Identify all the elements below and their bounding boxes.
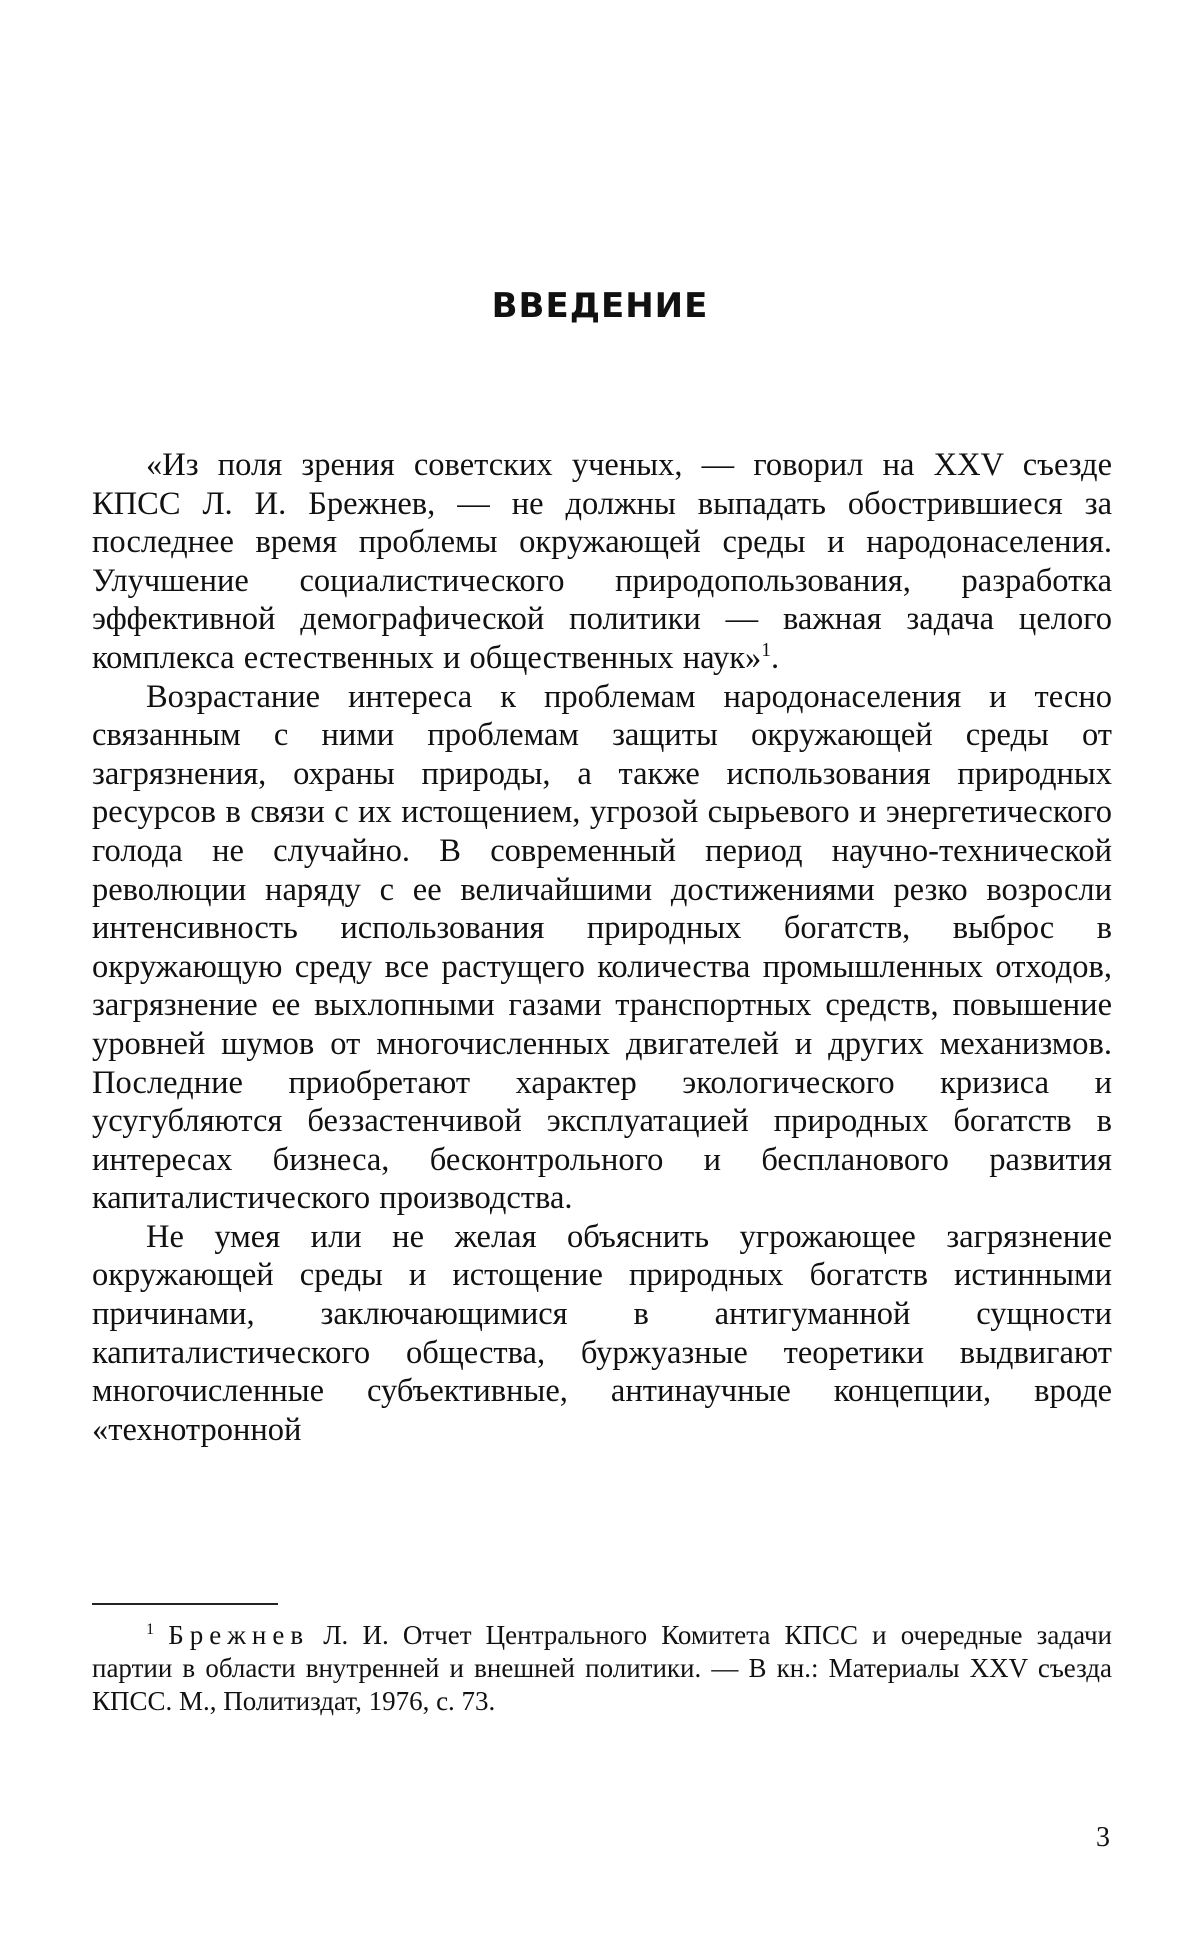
chapter-title: ВВЕДЕНИЕ bbox=[491, 286, 709, 326]
main-text bbox=[92, 446, 1112, 1449]
paragraph-1-text: «Из поля зрения советских ученых, — говорил на XXV съезде КПСС Л. И. Брежнев, — не должны выпадать обострившиеся за последнее время проблемы окружающей среды и народонаселения. Улучшение социалистического природопользования, разработка эффективной демографической политики — важная задача целого комплекса естественных и общественных наук» bbox=[92, 447, 1112, 676]
footnote-text-block bbox=[92, 1619, 1112, 1718]
footnote-text: Л. И. Отчет Центрального Комитета КПСС и очередные задачи партии в области внутренней и внешней политики. — В кн.: Материалы XXV съезда КПСС. М., Политиздат, 1976, с. 73. bbox=[92, 1620, 1113, 1716]
paragraph-3: Не умея или не желая объяснить угрожающее загрязнение окружающей среды и истощение природных богатств истинными причинами, заключающимися в антигуманной сущности капиталистического общества, буржуазные теоретики выдвигают многочисленные субъективные, антинаучные концепции, вроде «технотронной bbox=[92, 1218, 1112, 1448]
paragraph-quote: «Из поля зрения советских ученых, — говорил на XXV съезде КПСС Л. И. Брежнев, — не должны выпадать обострившиеся за последнее время проблемы окружающей среды и народонаселения. Улучшение социалистического природопользования, разработка эффективной демографической политики — важная задача целого комплекса естественных и общественных наук»$^1$. bbox=[92, 447, 1112, 676]
footnote-divider bbox=[92, 1603, 278, 1605]
footnote-reference[interactable]: 1 bbox=[761, 640, 772, 662]
footnote-marker: 1 bbox=[146, 1620, 155, 1638]
footnote bbox=[92, 1619, 1112, 1718]
page-number: 3 bbox=[1096, 1822, 1110, 1853]
paragraph-2: Возрастание интереса к проблемам народонаселения и тесно связанным с ними проблемам защиты окружающей среды от загрязнения, охраны природы, а также использования природных ресурсов в связи с их истощением, угрозой сырьевого и энергетического голода не случайно. В современный период научно-технической революции наряду с ее величайшими достижениями резко возросли интенсивность использования природных богатств, выброс в окружающую среду все растущего количества промышленных отходов, загрязнение ее выхлопными газами транспортных средств, повышение уровней шумов от многочисленных двигателей и других механизмов. Последние приобретают характер экологического кризиса и усугубляются беззастенчивой эксплуатацией природных богатств в интересах бизнеса, бесконтрольного и беспланового развития капиталистического производства. bbox=[92, 678, 1112, 1217]
footnote-author: Брежнев bbox=[168, 1620, 310, 1650]
